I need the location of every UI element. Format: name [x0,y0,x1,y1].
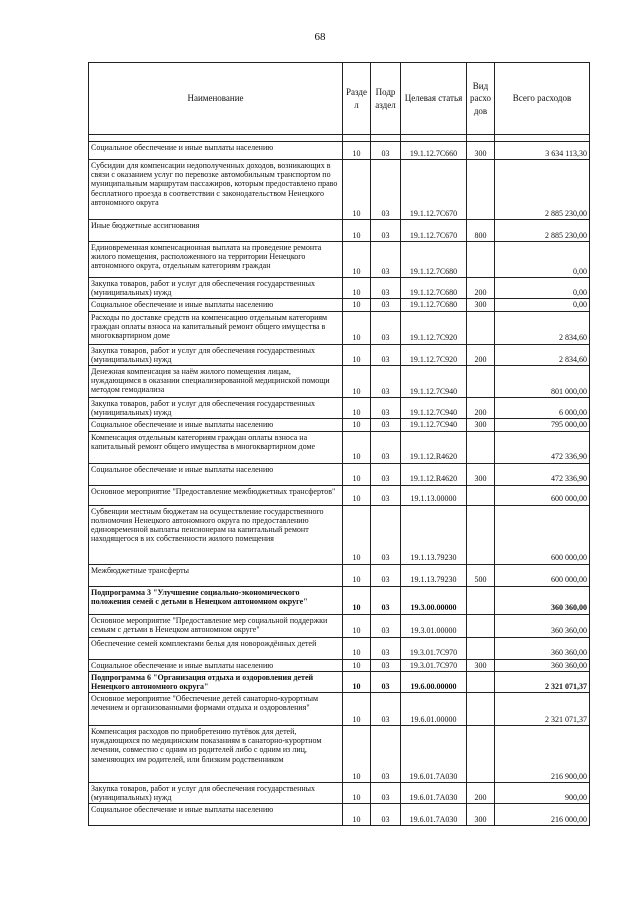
row-target: 19.3.01.00000 [401,614,467,637]
row-total: 0,00 [495,299,590,311]
row-kind: 200 [467,783,495,804]
table-row [89,671,590,692]
row-subsection: 03 [371,637,401,659]
row-subsection: 03 [371,311,401,344]
row-name: Иные бюджетные ассигнования [89,220,343,242]
table-row [89,586,590,614]
page-number: 68 [314,31,326,43]
row-name: Социальное обеспечение и иные выплаты населению [89,804,343,826]
row-subsection: 03 [371,693,401,726]
row-target: 19.1.12.7С680 [401,299,467,311]
row-total: 2 885 230,00 [495,220,590,242]
row-name: Основное мероприятие "Предоставление межбюджетных трансфертов" [89,485,343,505]
row-target: 19.6.01.7А030 [401,783,467,804]
row-kind [467,505,495,564]
row-section: 10 [343,671,371,692]
row-total: 3 634 113,30 [495,142,590,160]
row-name: Компенсация расходов по приобретению путёвок для детей, нуждающихся по медицинским показаниям в санаторно-курортном лечении, совместно с одним из родителей либо с одним из лиц, заменяющих им родителей, или близким родственником [89,726,343,783]
table-row [89,419,590,431]
table-row [89,278,590,299]
row-total: 360 360,00 [495,614,590,637]
row-section: 10 [343,160,371,220]
row-target: 19.1.12.7С670 [401,160,467,220]
row-section: 10 [343,311,371,344]
row-total: 472 336,90 [495,463,590,485]
header-spacer [89,135,590,142]
row-name: Социальное обеспечение и иные выплаты населению [89,299,343,311]
header-target: Целевая статья [401,63,467,135]
row-total: 360 360,00 [495,659,590,671]
row-subsection: 03 [371,564,401,586]
table-body [89,142,590,826]
row-section: 10 [343,485,371,505]
row-subsection: 03 [371,659,401,671]
row-target: 19.1.13.79230 [401,505,467,564]
row-target: 19.6.01.7А030 [401,726,467,783]
row-subsection: 03 [371,485,401,505]
table-row [89,726,590,783]
row-target: 19.1.12.7С680 [401,278,467,299]
header-section: Разде л [343,63,371,135]
row-section: 10 [343,142,371,160]
row-target: 19.1.12.R4620 [401,431,467,463]
row-target: 19.1.12.7С680 [401,242,467,278]
row-target: 19.1.13.79230 [401,564,467,586]
table-row [89,659,590,671]
table-row [89,804,590,826]
row-name: Социальное обеспечение и иные выплаты населению [89,419,343,431]
row-subsection: 03 [371,365,401,397]
row-name: Единовременная компенсационная выплата на проведение ремонта жилого помещения, расположенного на территории Ненецкого автономного округа, отдельным категориям граждан [89,242,343,278]
budget-table [88,62,590,826]
row-kind: 800 [467,220,495,242]
row-kind [467,311,495,344]
row-name: Денежная компенсация за наём жилого помещения лицам, нуждающимся в оказании специализированной медицинской помощи методом гемодиализа [89,365,343,397]
row-section: 10 [343,344,371,365]
row-total: 2 885 230,00 [495,160,590,220]
table-row [89,220,590,242]
row-subsection: 03 [371,142,401,160]
row-target: 19.1.12.7С940 [401,397,467,418]
row-total: 801 000,00 [495,365,590,397]
row-kind [467,726,495,783]
row-total: 2 834,60 [495,311,590,344]
row-section: 10 [343,586,371,614]
row-section: 10 [343,397,371,418]
row-section: 10 [343,242,371,278]
table-row [89,783,590,804]
header-total: Всего расходов [495,63,590,135]
table-row [89,693,590,726]
table-row [89,614,590,637]
table-header-row [89,63,590,135]
row-section: 10 [343,693,371,726]
header-subsection: Подр аздел [371,63,401,135]
row-kind: 300 [467,142,495,160]
row-subsection: 03 [371,614,401,637]
row-subsection: 03 [371,783,401,804]
row-total: 2 834,60 [495,344,590,365]
table-row [89,242,590,278]
row-name: Социальное обеспечение и иные выплаты населению [89,659,343,671]
row-subsection: 03 [371,505,401,564]
row-kind: 200 [467,278,495,299]
row-section: 10 [343,659,371,671]
row-section: 10 [343,564,371,586]
row-kind [467,365,495,397]
row-total: 360 360,00 [495,637,590,659]
row-target: 19.6.01.00000 [401,693,467,726]
row-total: 216 900,00 [495,726,590,783]
row-kind: 300 [467,463,495,485]
row-name: Субвенции местным бюджетам на осуществление государственного полномочия Ненецкого автономного округа по предоставлению единовременной выплаты пенсионерам на капитальный ремонт находящегося в их собственности жилого помещения [89,505,343,564]
table-row [89,463,590,485]
row-section: 10 [343,637,371,659]
row-section: 10 [343,463,371,485]
row-name: Основное мероприятие "Предоставление мер социальной поддержки семьям с детьми в Ненецком автономном округе" [89,614,343,637]
row-total: 900,00 [495,783,590,804]
row-target: 19.1.12.7С660 [401,142,467,160]
table-row [89,431,590,463]
row-section: 10 [343,419,371,431]
row-target: 19.3.00.00000 [401,586,467,614]
row-section: 10 [343,220,371,242]
row-subsection: 03 [371,299,401,311]
table-row [89,160,590,220]
row-total: 216 000,00 [495,804,590,826]
row-subsection: 03 [371,804,401,826]
row-kind: 200 [467,397,495,418]
row-target: 19.1.12.R4620 [401,463,467,485]
row-subsection: 03 [371,242,401,278]
row-total: 0,00 [495,242,590,278]
table-row [89,505,590,564]
row-total: 2 321 071,37 [495,671,590,692]
row-total: 795 000,00 [495,419,590,431]
row-kind [467,160,495,220]
row-name: Закупка товаров, работ и услуг для обеспечения государственных (муниципальных) нужд [89,344,343,365]
row-target: 19.3.01.7С970 [401,637,467,659]
row-kind [467,693,495,726]
row-subsection: 03 [371,463,401,485]
row-total: 600 000,00 [495,485,590,505]
row-name: Закупка товаров, работ и услуг для обеспечения государственных (муниципальных) нужд [89,397,343,418]
header-name: Наименование [89,63,343,135]
row-name: Закупка товаров, работ и услуг для обеспечения государственных (муниципальных) нужд [89,278,343,299]
row-total: 600 000,00 [495,564,590,586]
row-kind [467,431,495,463]
row-kind [467,485,495,505]
row-subsection: 03 [371,397,401,418]
table-row [89,344,590,365]
row-subsection: 03 [371,419,401,431]
row-name: Компенсация отдельным категориям граждан оплаты взноса на капитальный ремонт общего имущества в многоквартирном доме [89,431,343,463]
row-kind: 300 [467,804,495,826]
row-total: 0,00 [495,278,590,299]
row-subsection: 03 [371,344,401,365]
table-row [89,485,590,505]
row-target: 19.1.12.7С940 [401,365,467,397]
row-target: 19.6.01.7А030 [401,804,467,826]
row-section: 10 [343,505,371,564]
row-section: 10 [343,783,371,804]
row-name: Межбюджетные трансферты [89,564,343,586]
row-kind [467,242,495,278]
table-row [89,299,590,311]
row-kind: 300 [467,419,495,431]
row-total: 6 000,00 [495,397,590,418]
row-name: Социальное обеспечение и иные выплаты населению [89,142,343,160]
table-row [89,564,590,586]
table-row [89,637,590,659]
row-kind [467,637,495,659]
row-section: 10 [343,431,371,463]
row-kind: 200 [467,344,495,365]
row-subsection: 03 [371,671,401,692]
row-subsection: 03 [371,586,401,614]
row-total: 472 336,90 [495,431,590,463]
row-target: 19.1.12.7С920 [401,311,467,344]
row-subsection: 03 [371,726,401,783]
row-name: Субсидии для компенсации недополученных доходов, возникающих в связи с оказанием услуг по перевозке автомобильным транспортом по муниципальным маршрутам пассажиров, которым предоставлено право бесплатного проезда в соответствии с законодательством Ненецкого автономного округа [89,160,343,220]
row-target: 19.6.00.00000 [401,671,467,692]
row-kind: 300 [467,299,495,311]
row-kind: 500 [467,564,495,586]
row-subsection: 03 [371,278,401,299]
row-total: 360 360,00 [495,586,590,614]
row-subsection: 03 [371,431,401,463]
row-name: Подпрограмма 6 "Организация отдыха и оздоровления детей Ненецкого автономного округа" [89,671,343,692]
table-row [89,311,590,344]
row-section: 10 [343,614,371,637]
row-kind [467,614,495,637]
row-total: 2 321 071,37 [495,693,590,726]
row-kind [467,586,495,614]
row-target: 19.1.12.7С920 [401,344,467,365]
row-target: 19.3.01.7С970 [401,659,467,671]
row-kind [467,671,495,692]
row-subsection: 03 [371,220,401,242]
row-name: Закупка товаров, работ и услуг для обеспечения государственных (муниципальных) нужд [89,783,343,804]
row-name: Обеспечение семей комплектами белья для новорождённых детей [89,637,343,659]
row-target: 19.1.13.00000 [401,485,467,505]
row-name: Основное мероприятие "Обеспечение детей санаторно-курортным лечением и организованными формами отдыха и оздоровления" [89,693,343,726]
row-name: Социальное обеспечение и иные выплаты населению [89,463,343,485]
row-section: 10 [343,299,371,311]
row-target: 19.1.12.7С940 [401,419,467,431]
row-section: 10 [343,726,371,783]
row-target: 19.1.12.7С670 [401,220,467,242]
row-name: Расходы по доставке средств на компенсацию отдельным категориям граждан оплаты взноса на капитальный ремонт общего имущества в многоквартирном доме [89,311,343,344]
row-section: 10 [343,278,371,299]
row-subsection: 03 [371,160,401,220]
row-total: 600 000,00 [495,505,590,564]
row-section: 10 [343,804,371,826]
row-name: Подпрограмма 3 "Улучшение социально-экономического положения семей с детьми в Ненецком автономном округе" [89,586,343,614]
row-section: 10 [343,365,371,397]
header-kind: Вид расхо дов [467,63,495,135]
row-kind: 300 [467,659,495,671]
table-row [89,142,590,160]
table-row [89,365,590,397]
table-row [89,397,590,418]
